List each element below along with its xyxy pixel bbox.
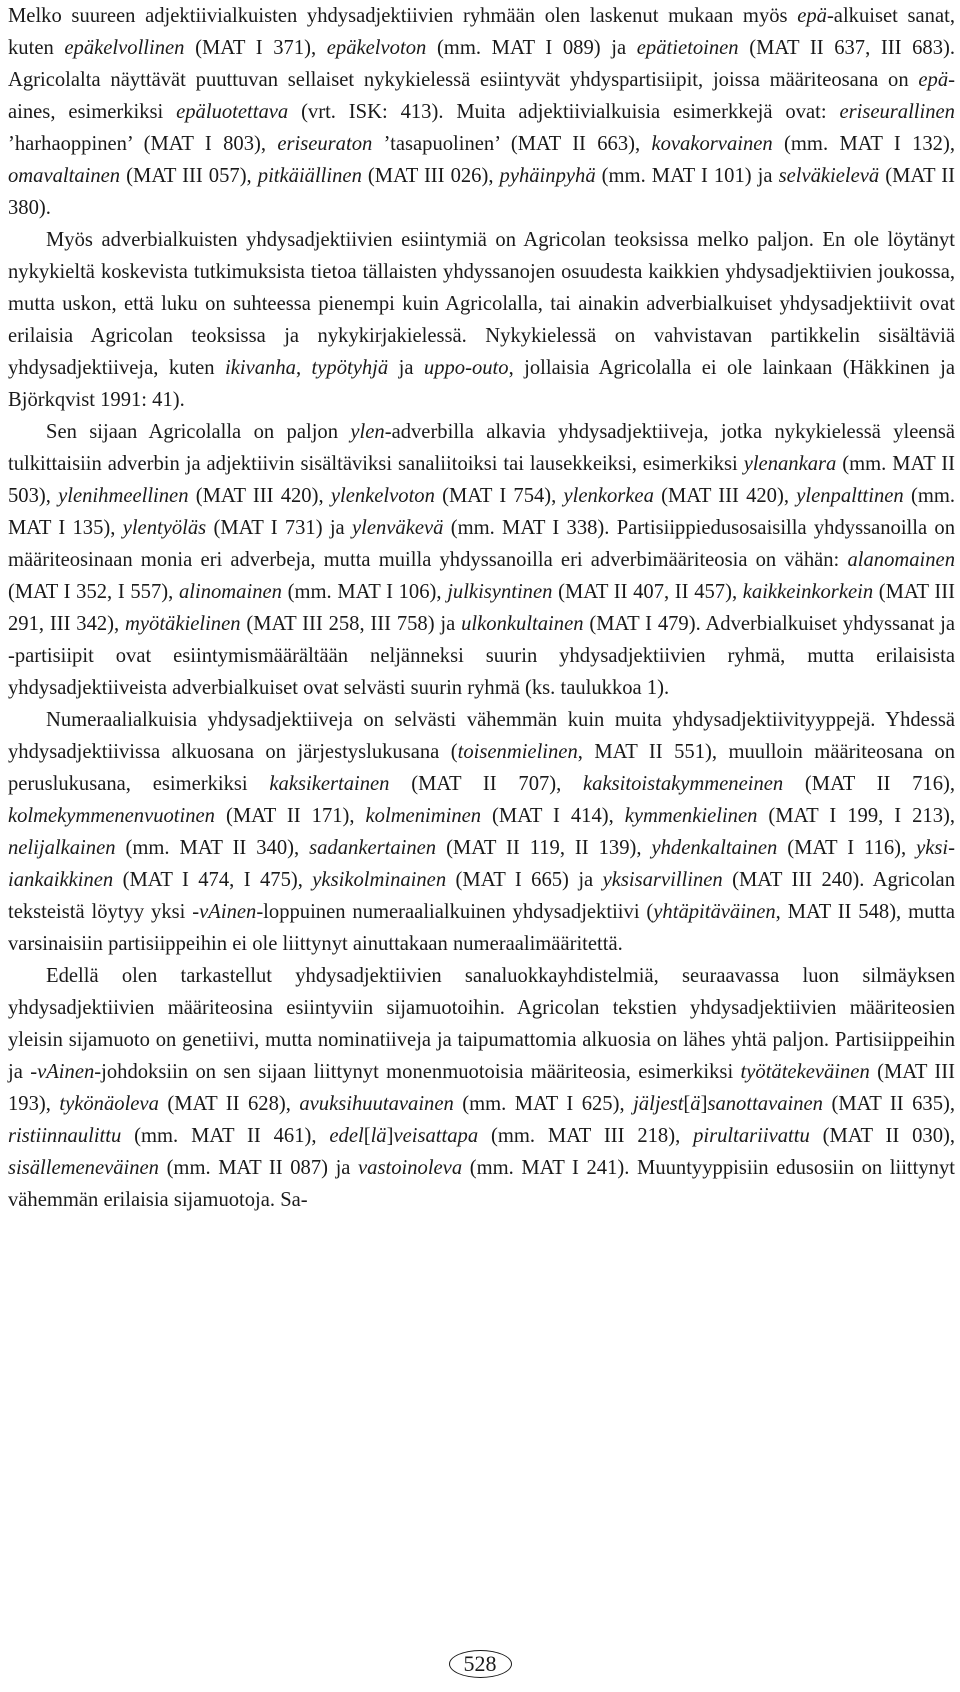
italic-term: edel bbox=[329, 1125, 364, 1147]
text-run: (mm. MAT I 101) ja bbox=[595, 165, 779, 187]
text-run: (mm. MAT II 087) ja bbox=[158, 1157, 359, 1179]
text-run: (MAT II 628), bbox=[158, 1093, 300, 1115]
italic-term: ikivanha bbox=[225, 357, 296, 379]
text-run: Melko suureen adjektiivialkuisten yhdysadjektiivien ryhmään olen laskenut mukaan myös bbox=[8, 5, 798, 27]
paragraph bbox=[8, 416, 955, 704]
italic-term: omavaltainen bbox=[8, 165, 121, 187]
text-run: (MAT III 258, III 758) ja bbox=[240, 613, 462, 635]
italic-term: pitkäiällinen bbox=[257, 165, 362, 187]
italic-term: nelijalkainen bbox=[8, 837, 116, 859]
text-run: (MAT II 407, II 457), bbox=[552, 581, 743, 603]
text-run: (MAT II 380). bbox=[8, 165, 955, 219]
italic-term: tykönäoleva bbox=[59, 1093, 159, 1115]
text-run: (MAT III 420), bbox=[188, 485, 331, 507]
text-run: ja bbox=[388, 357, 424, 379]
text-run: -johdoksiin on sen sijaan liittynyt monenmuotoisia määriteosia, esimerkiksi bbox=[94, 1061, 741, 1083]
text-run: Numeraalialkuisia yhdysadjektiiveja on selvästi vähemmän kuin muita yhdysadjektiivityyppejä. Yhdessä yhdysadjektiivissa alkuosana on järjestyslukusana ( bbox=[8, 709, 955, 763]
italic-term: alanomainen bbox=[847, 549, 955, 571]
italic-term: julkisyntinen bbox=[447, 581, 553, 603]
text-run: (MAT II 716), bbox=[783, 773, 955, 795]
text-run: (MAT I 665) ja bbox=[446, 869, 603, 891]
italic-term: kymmenkielinen bbox=[624, 805, 758, 827]
italic-term: sanottavainen bbox=[707, 1093, 823, 1115]
text-run: (mm. MAT II 340), bbox=[115, 837, 310, 859]
text-run: -alkuiset sanat, kuten bbox=[8, 5, 955, 59]
italic-term: ylenihmeellinen bbox=[58, 485, 189, 507]
italic-term: veisattapa bbox=[393, 1125, 479, 1147]
italic-term: selväkielevä bbox=[778, 165, 880, 187]
italic-term: kaksitoistakymmeneinen bbox=[583, 773, 784, 795]
text-run: (mm. MAT I 625), bbox=[453, 1093, 634, 1115]
text-run: ’harhaoppinen’ (MAT I 803), bbox=[8, 133, 278, 155]
italic-term: kolmeniminen bbox=[365, 805, 482, 827]
page-number-container bbox=[0, 1650, 960, 1678]
italic-term: -vAinen bbox=[192, 901, 257, 923]
text-run: (mm. MAT II 503), bbox=[8, 453, 955, 507]
italic-term: uppo-outo bbox=[423, 357, 509, 379]
italic-term: alinomainen bbox=[178, 581, 282, 603]
text-run: (mm. MAT I 338). Partisiippiedusosaisilla yhdyssanoilla on määriteosinaan monia eri adverbeja, mutta muilla yhdyssanoilla eri adverbimääriteosia on vähän: bbox=[8, 517, 956, 571]
text-run: , MAT II 548), mutta varsinaisiin partisiippeihin ei ole liittynyt ainuttakaan numeraalimääritettä. bbox=[8, 901, 955, 955]
text-run: (mm. MAT III 218), bbox=[478, 1125, 694, 1147]
text-run: -loppuinen numeraalialkuinen yhdysadjektiivi ( bbox=[256, 901, 654, 923]
text-run: , jollaisia Agricolalla ei ole lainkaan (Häkkinen ja Björkqvist 1991: 41). bbox=[8, 357, 955, 411]
italic-term: lä bbox=[370, 1125, 387, 1147]
text-run: (mm. MAT I 135), bbox=[8, 485, 956, 539]
text-run: (MAT I 371), bbox=[184, 37, 327, 59]
text-run: (MAT II 707), bbox=[389, 773, 584, 795]
italic-term: kolmekymmenenvuotinen bbox=[8, 805, 215, 827]
text-run: (MAT II 030), bbox=[809, 1125, 955, 1147]
italic-term: yhdenkaltainen bbox=[651, 837, 778, 859]
italic-term: ylenkorkea bbox=[563, 485, 654, 507]
text-run: ’tasapuolinen’ (MAT II 663), bbox=[372, 133, 652, 155]
italic-term: pirultariivattu bbox=[693, 1125, 810, 1147]
paragraph bbox=[8, 0, 955, 224]
italic-term: ulkonkultainen bbox=[461, 613, 584, 635]
italic-term: epäkelvoton bbox=[326, 37, 427, 59]
text-run: -adverbilla alkavia yhdysadjektiiveja, jotka nykykielessä yleensä tulkittaisiin adverbin ja adjektiivin sisältäviksi sanaliitoiksi tai lausekkeiksi, esimerkiksi bbox=[8, 421, 955, 475]
text-run: (mm. MAT I 132), bbox=[772, 133, 955, 155]
italic-term: pyhäinpyhä bbox=[499, 165, 596, 187]
italic-term: epä bbox=[797, 5, 827, 27]
text-run: (MAT III 291, III 342), bbox=[8, 581, 955, 635]
page-number: 528 bbox=[449, 1650, 512, 1678]
paragraph bbox=[8, 224, 955, 416]
text-run: (MAT II 119, II 139), bbox=[436, 837, 652, 859]
italic-term: epätietoinen bbox=[636, 37, 739, 59]
text-run: Sen sijaan Agricolalla on paljon bbox=[46, 421, 351, 443]
italic-term: jäljest bbox=[633, 1093, 684, 1115]
italic-term: sisällemeneväinen bbox=[8, 1157, 159, 1179]
text-run: (mm. MAT I 241). Muuntyyppisiin edusosiin on liittynyt vähemmän erilaisia sijamuotoja. Sa- bbox=[8, 1157, 955, 1211]
italic-term: yksisarvillinen bbox=[602, 869, 723, 891]
text-run: (mm. MAT I 106), bbox=[281, 581, 448, 603]
text-run: (MAT II 171), bbox=[214, 805, 366, 827]
italic-term: epä bbox=[918, 69, 949, 91]
text-run: ] bbox=[386, 1125, 394, 1147]
text-run: (MAT III 026), bbox=[361, 165, 500, 187]
italic-term: typötyhjä bbox=[311, 357, 389, 379]
text-run: (MAT I 731) ja bbox=[206, 517, 352, 539]
italic-term: ylentyöläs bbox=[122, 517, 207, 539]
italic-term: eriseuraton bbox=[277, 133, 373, 155]
text-run: Edellä olen tarkastellut yhdysadjektiivien sanaluokkayhdistelmiä, seuraavassa luon silmäyksen yhdysadjektiivien määriteosina esiintyviin sijamuotoihin. Agricolan tekstien yhdysadjektiivien määriteosien yleisin sijamuoto on genetiivi, mutta nominatiiveja ja taipumattomia alkuosia on lähes yhtä paljon. Partisiippeihin ja bbox=[8, 965, 955, 1083]
text-run: (MAT I 474, I 475), bbox=[113, 869, 313, 891]
italic-term: eriseurallinen bbox=[839, 101, 955, 123]
italic-term: yhtäpitäväinen bbox=[653, 901, 776, 923]
text-run: [ bbox=[683, 1093, 691, 1115]
text-run: [ bbox=[363, 1125, 371, 1147]
text-run: (MAT I 754), bbox=[434, 485, 564, 507]
paragraph bbox=[8, 704, 955, 960]
text-run: (mm. MAT I 089) ja bbox=[426, 37, 637, 59]
text-run: (mm. MAT II 461), bbox=[121, 1125, 330, 1147]
italic-term: vastoinoleva bbox=[358, 1157, 463, 1179]
italic-term: yksi-iankaikkinen bbox=[8, 837, 955, 891]
text-run: (MAT II 635), bbox=[822, 1093, 955, 1115]
text-run: -aines, esimerkiksi bbox=[8, 69, 955, 123]
italic-term: ylenväkevä bbox=[351, 517, 444, 539]
italic-term: ristiinnaulittu bbox=[8, 1125, 122, 1147]
text-run: ] bbox=[700, 1093, 708, 1115]
italic-term: ylenankara bbox=[743, 453, 837, 475]
text-run: (MAT I 116), bbox=[777, 837, 917, 859]
page-body bbox=[8, 0, 955, 1216]
italic-term: ylenpalttinen bbox=[796, 485, 904, 507]
italic-term: ä bbox=[690, 1093, 701, 1115]
italic-term: epäluotettava bbox=[176, 101, 289, 123]
italic-term: ylen bbox=[350, 421, 385, 443]
italic-term: -vAinen bbox=[30, 1061, 95, 1083]
italic-term: yksikolminainen bbox=[312, 869, 447, 891]
italic-term: kaksikertainen bbox=[269, 773, 390, 795]
italic-term: sadankertainen bbox=[309, 837, 437, 859]
italic-term: ylenkelvoton bbox=[330, 485, 435, 507]
italic-term: työtätekeväinen bbox=[740, 1061, 870, 1083]
italic-term: myötäkielinen bbox=[125, 613, 241, 635]
paragraph bbox=[8, 960, 955, 1216]
text-run: (MAT III 057), bbox=[120, 165, 258, 187]
italic-term: kovakorvainen bbox=[651, 133, 773, 155]
text-run: (MAT I 414), bbox=[481, 805, 625, 827]
text-run: (MAT III 420), bbox=[653, 485, 797, 507]
italic-term: avuksihuutavainen bbox=[299, 1093, 454, 1115]
text-run: (MAT I 352, I 557), bbox=[8, 581, 179, 603]
italic-term: epäkelvollinen bbox=[64, 37, 185, 59]
text-run: (vrt. ISK: 413). Muita adjektiivialkuisia esimerkkejä ovat: bbox=[288, 101, 840, 123]
text-run: (MAT I 199, I 213), bbox=[757, 805, 955, 827]
italic-term: toisenmielinen bbox=[457, 741, 578, 763]
text-run: , MAT II 551), muulloin määriteosana on peruslukusana, esimerkiksi bbox=[8, 741, 955, 795]
text-run: , bbox=[295, 357, 312, 379]
text-run: Myös adverbialkuisten yhdysadjektiivien esiintymiä on Agricolan teoksissa melko paljon. En ole löytänyt nykykieltä koskevista tutkimuksista tietoa tällaisten yhdyssanojen osuudesta kaikkien yhdysadjektiivien joukossa, mutta uskon, että luku on suhteessa pienempi kuin Agricolalla, tai ainakin adverbialkuiset yhdysadjektiivit ovat erilaisia Agricolan teoksissa ja nykykirjakielessä. Nykykielessä on vahvistavan partikkelin sisältäviä yhdysadjektiiveja, kuten bbox=[8, 229, 955, 379]
text-run: (MAT III 193), bbox=[8, 1061, 956, 1115]
text-run: (MAT II 637, III 683). Agricolalta näyttävät puuttuvan sellaiset nykykielessä esiintyvät yhdyspartisiipit, joissa määriteosana on bbox=[8, 37, 956, 91]
text-run: (MAT I 479). Adverbialkuiset yhdyssanat ja -partisiipit ovat esiintymismäärältään neljänneksi suurin yhdysadjektiivien ryhmä, mutta erilaisista yhdysadjektiiveista adverbialkuiset ovat selvästi suurin ryhmä (ks. taulukkoa 1). bbox=[8, 613, 955, 699]
italic-term: kaikkeinkorkein bbox=[742, 581, 874, 603]
text-run: (MAT III 240). Agricolan teksteistä löytyy yksi bbox=[8, 869, 955, 923]
